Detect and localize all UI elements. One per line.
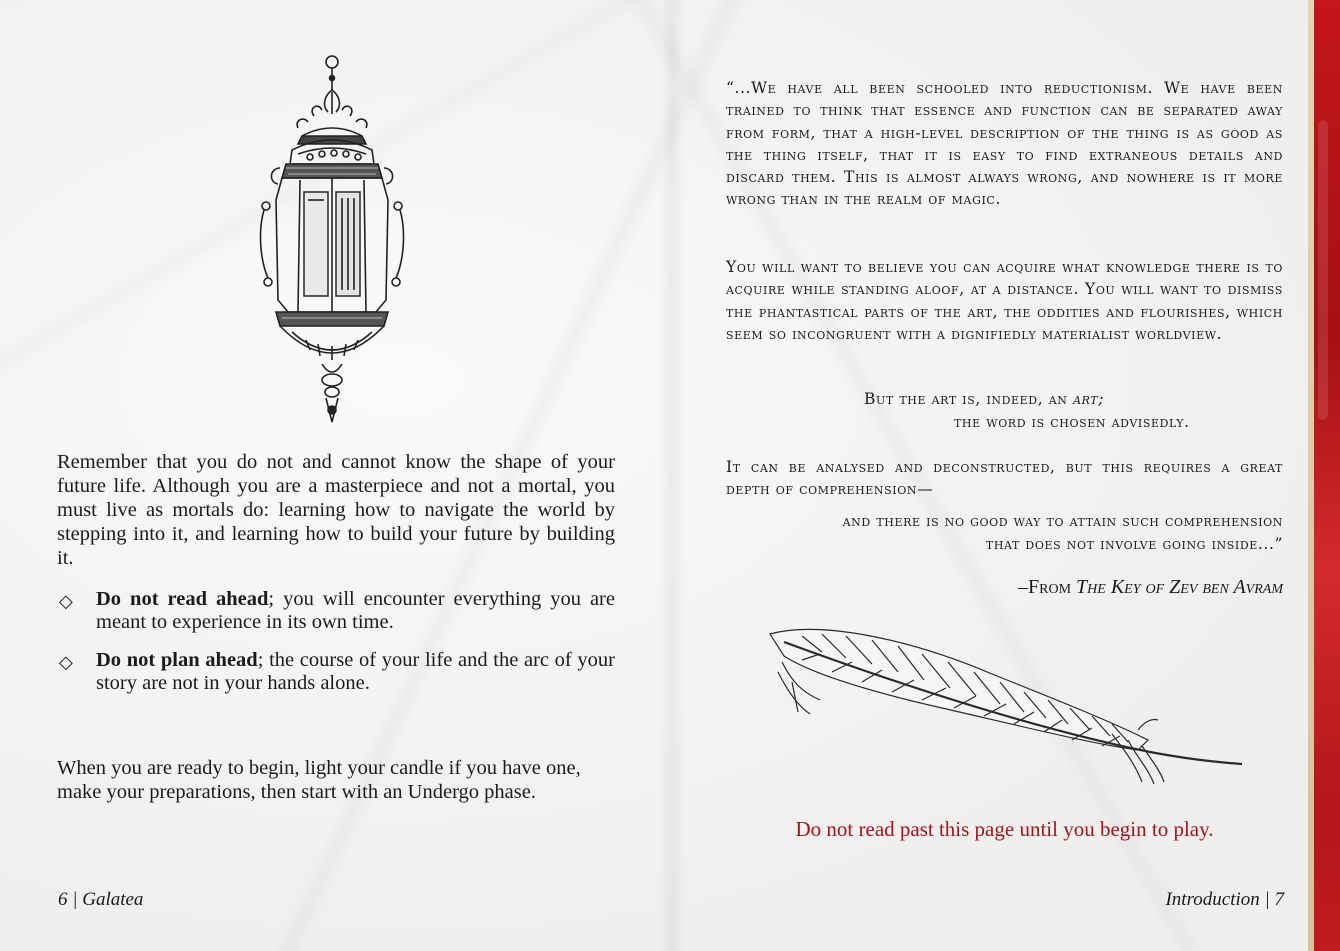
page-number-left: 6 | Galatea	[58, 889, 144, 910]
quote-paragraph-4: It can be analysed and deconstructed, but this requires a great depth of comprehension—	[726, 458, 1283, 499]
quote-line-inside: that does not involve going inside...”	[985, 535, 1283, 553]
bullet-text	[57, 588, 615, 634]
bullet-bold: Do not plan ahead	[96, 649, 258, 671]
lantern-icon	[258, 50, 406, 428]
list-item	[57, 588, 615, 634]
bullet-rest: ; the course of your life and the arc of your story are not in your hands alone.	[96, 649, 615, 694]
attribution-prefix: –From	[1018, 576, 1077, 598]
quote-paragraph-1: “...We have all been schooled into reductionism. We have been trained to think that essence and function can be separated away from form, that a high-level description of the thing is as good as the thing itself, that it is easy to find extraneous details and discard them. This is almost always wrong, and nowhere is it more wrong than in the realm of magic.	[726, 79, 1283, 209]
bullet-text	[57, 649, 615, 695]
quote-paragraph-2: You will want to believe you can acquire what knowledge there is to acquire while standing aloof, at a distance. You will want to dismiss the phantastical parts of the art, the oddities and flourishes, which seem so incongruent with a dignifiedly materialist worldview.	[726, 258, 1283, 343]
intro-paragraph: Remember that you do not and cannot know the shape of your future life. Although you are a masterpiece and not a mortal, you must live as mortals do: learning how to navigate the world by stepping into it, and learning how to build your future by building it.	[57, 451, 615, 569]
list-item	[57, 649, 615, 695]
warning-text: Do not read past this page until you begin to play.	[795, 817, 1214, 841]
feather-icon	[762, 622, 1246, 792]
attribution-title: The Key of Zev ben Avram	[1076, 576, 1283, 598]
page-number-right: Introduction | 7	[1165, 889, 1284, 910]
diamond-bullet-icon: ◇	[59, 591, 73, 611]
begin-paragraph: When you are ready to begin, light your candle if you have one, make your preparations, then start with an Undergo phase.	[57, 757, 581, 803]
red-tab-edge	[1314, 0, 1340, 951]
diamond-bullet-icon: ◇	[59, 652, 73, 672]
quote-attribution	[726, 576, 1283, 599]
quote-art-prefix: But the art is, indeed, an	[864, 390, 1074, 408]
quote-line-comprehension: and there is no good way to attain such comprehension	[842, 512, 1283, 530]
quote-line-advisedly: the word is chosen advisedly.	[954, 413, 1190, 431]
quote-line-art	[726, 388, 1283, 410]
page-gutter	[660, 0, 684, 951]
bullet-bold: Do not read ahead	[96, 588, 269, 610]
quote-art-emphasis: art;	[1073, 390, 1105, 408]
bullet-rest: ; you will encounter everything you are meant to experience in its own time.	[96, 588, 615, 633]
